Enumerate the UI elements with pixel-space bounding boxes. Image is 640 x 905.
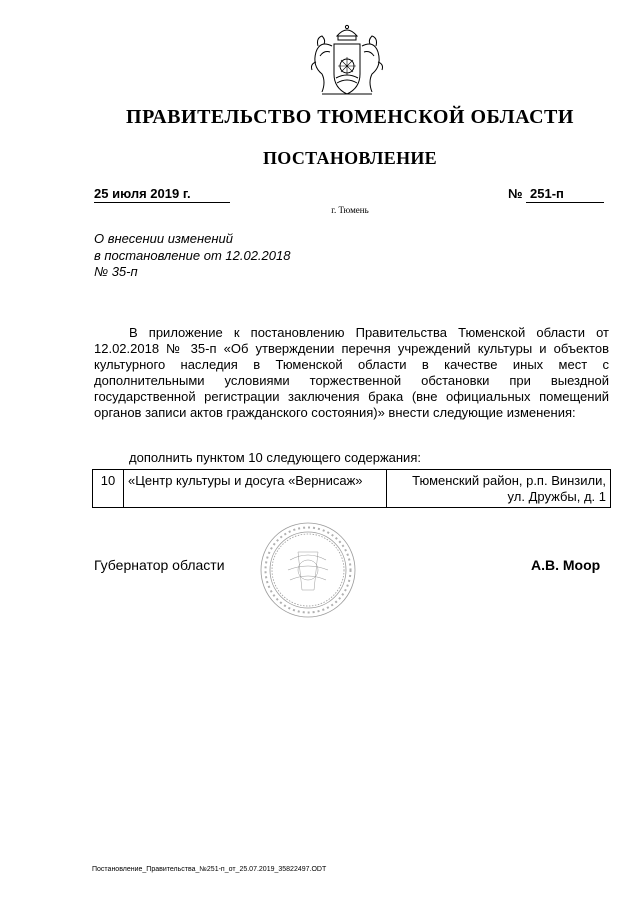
document-number-label: № bbox=[508, 186, 523, 201]
document-number: 251-п bbox=[526, 186, 604, 203]
address-line: Тюменский район, р.п. Винзили, bbox=[412, 473, 606, 488]
signatory-name: А.В. Моор bbox=[531, 557, 601, 573]
amendment-table bbox=[92, 469, 611, 508]
document-city: г. Тюмень bbox=[331, 205, 369, 215]
document-subject bbox=[94, 231, 354, 281]
government-title: ПРАВИТЕЛЬСТВО ТЮМЕНСКОЙ ОБЛАСТИ bbox=[126, 106, 574, 128]
body-paragraph: В приложение к постановлению Правительства Тюменской области от 12.02.2018 № 35-п «Об утверждении перечня учреждений культуры и объектов культурного наследия в Тюменской области в качестве иных мест с дополнительными условиями торжественной обстановки при выездной государственной регистрации заключения брака (вне официальных помещений органов записи актов гражданского состояния)» внести следующие изменения: bbox=[94, 325, 609, 420]
institution-name-cell: «Центр культуры и досуга «Вернисаж» bbox=[124, 470, 387, 508]
body-paragraph: дополнить пунктом 10 следующего содержания: bbox=[129, 450, 421, 465]
official-seal-icon bbox=[258, 520, 358, 620]
row-number-cell: 10 bbox=[93, 470, 124, 508]
table-row bbox=[93, 470, 611, 508]
document-type: ПОСТАНОВЛЕНИЕ bbox=[263, 148, 437, 168]
subject-line: О внесении изменений bbox=[94, 231, 233, 246]
address-line: ул. Дружбы, д. 1 bbox=[507, 489, 606, 504]
signatory-title: Губернатор области bbox=[94, 557, 225, 573]
subject-line: № 35-п bbox=[94, 264, 138, 279]
subject-line: в постановление от 12.02.2018 bbox=[94, 247, 291, 263]
coat-of-arms-icon bbox=[302, 22, 392, 102]
address-cell bbox=[387, 470, 611, 508]
document-date: 25 июля 2019 г. bbox=[94, 186, 230, 203]
footer-filename: Постановление_Правительства_№251-п_от_25.07.2019_35822497.ODT bbox=[92, 866, 327, 873]
